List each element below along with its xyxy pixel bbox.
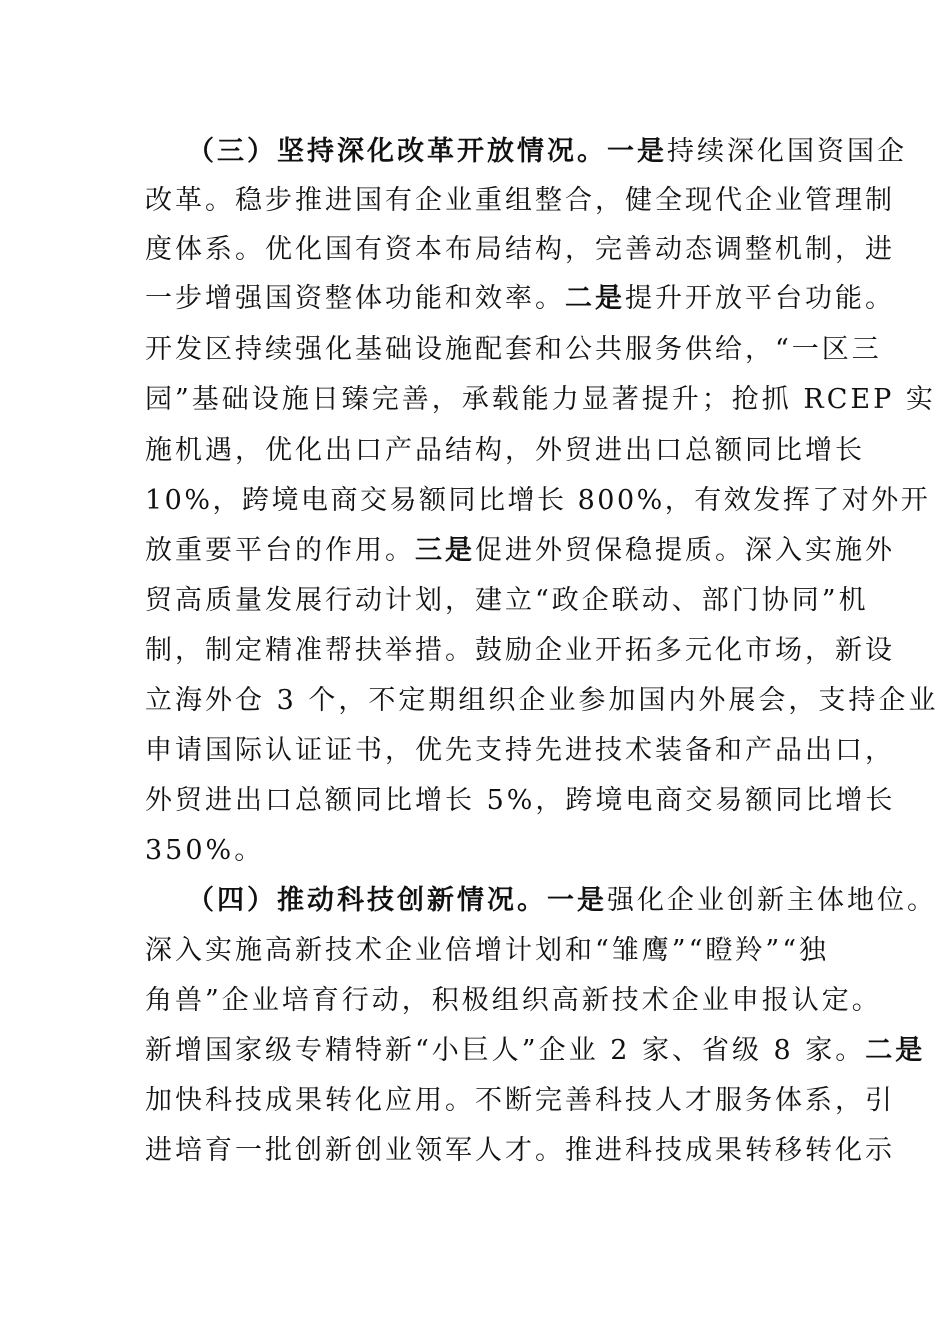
text-line bbox=[145, 685, 939, 717]
text-run: 度体系。优化国有资本布局结构，完善动态调整机制，进 bbox=[145, 234, 895, 265]
text-line bbox=[145, 435, 865, 467]
text-line bbox=[145, 785, 896, 817]
text-run: 外贸进出口总额同比增长 5%，跨境电商交易额同比增长 bbox=[145, 785, 896, 816]
text-run: 制，制定精准帮扶举措。鼓励企业开拓多元化市场，新设 bbox=[145, 635, 895, 666]
text-line bbox=[145, 234, 895, 266]
text-run: 350%。 bbox=[145, 835, 265, 866]
text-run: 贸高质量发展行动计划，建立“政企联动、部门协同”机 bbox=[145, 585, 869, 616]
bold-marker: 二是 bbox=[565, 283, 625, 314]
text-run: 10%，跨境电商交易额同比增长 800%，有效发挥了对外开 bbox=[145, 485, 931, 516]
text-line bbox=[145, 735, 895, 767]
text-line bbox=[145, 384, 936, 416]
text-run: 施机遇，优化出口产品结构，外贸进出口总额同比增长 bbox=[145, 435, 865, 466]
text-line bbox=[145, 485, 931, 517]
text-run: 申请国际认证证书，优先支持先进技术装备和产品出口， bbox=[145, 735, 895, 766]
text-run: 改革。稳步推进国有企业重组整合，健全现代企业管理制 bbox=[145, 185, 895, 216]
text-run: 提升开放平台功能。 bbox=[625, 283, 895, 314]
text-run: 立海外仓 3 个，不定期组织企业参加国内外展会，支持企业 bbox=[145, 685, 939, 716]
bold-marker: 二是 bbox=[865, 1035, 926, 1066]
text-run: 加快科技成果转化应用。不断完善科技人才服务体系，引 bbox=[145, 1085, 895, 1116]
text-run: 园”基础设施日臻完善，承载能力显著提升；抢抓 RCEP 实 bbox=[145, 384, 936, 415]
text-line bbox=[145, 1085, 895, 1117]
text-run: 角兽”企业培育行动，积极组织高新技术企业申报认定。 bbox=[145, 985, 882, 1016]
bold-marker: 一是 bbox=[607, 136, 667, 167]
text-run: 促进外贸保稳提质。深入实施外 bbox=[475, 535, 895, 566]
text-line bbox=[145, 935, 830, 967]
section-heading-4: （四）推动科技创新情况。 bbox=[187, 885, 547, 916]
section-heading-3: （三）坚持深化改革开放情况。 bbox=[187, 136, 607, 167]
text-line bbox=[187, 885, 937, 917]
text-run: 深入实施高新技术企业倍增计划和“雏鹰”“瞪羚”“独 bbox=[145, 935, 830, 966]
text-line bbox=[145, 1035, 926, 1067]
text-line bbox=[145, 635, 895, 667]
text-run: 进培育一批创新创业领军人才。推进科技成果转移转化示 bbox=[145, 1135, 895, 1166]
text-line bbox=[145, 283, 895, 315]
text-line bbox=[145, 334, 882, 366]
text-run: 放重要平台的作用。 bbox=[145, 535, 415, 566]
text-run: 强化企业创新主体地位。 bbox=[607, 885, 937, 916]
text-run: 新增国家级专精特新“小巨人”企业 2 家、省级 8 家。 bbox=[145, 1035, 866, 1066]
text-line bbox=[145, 1135, 895, 1167]
text-line bbox=[145, 185, 895, 217]
text-line bbox=[187, 136, 907, 168]
text-line bbox=[145, 835, 810, 867]
bold-marker: 三是 bbox=[415, 535, 475, 566]
text-line bbox=[145, 585, 869, 617]
text-run: 持续深化国资国企 bbox=[667, 136, 907, 167]
text-run: 开发区持续强化基础设施配套和公共服务供给，“一区三 bbox=[145, 334, 882, 365]
text-line bbox=[145, 985, 882, 1017]
text-line bbox=[145, 535, 895, 567]
bold-marker: 一是 bbox=[547, 885, 607, 916]
text-run: 一步增强国资整体功能和效率。 bbox=[145, 283, 565, 314]
